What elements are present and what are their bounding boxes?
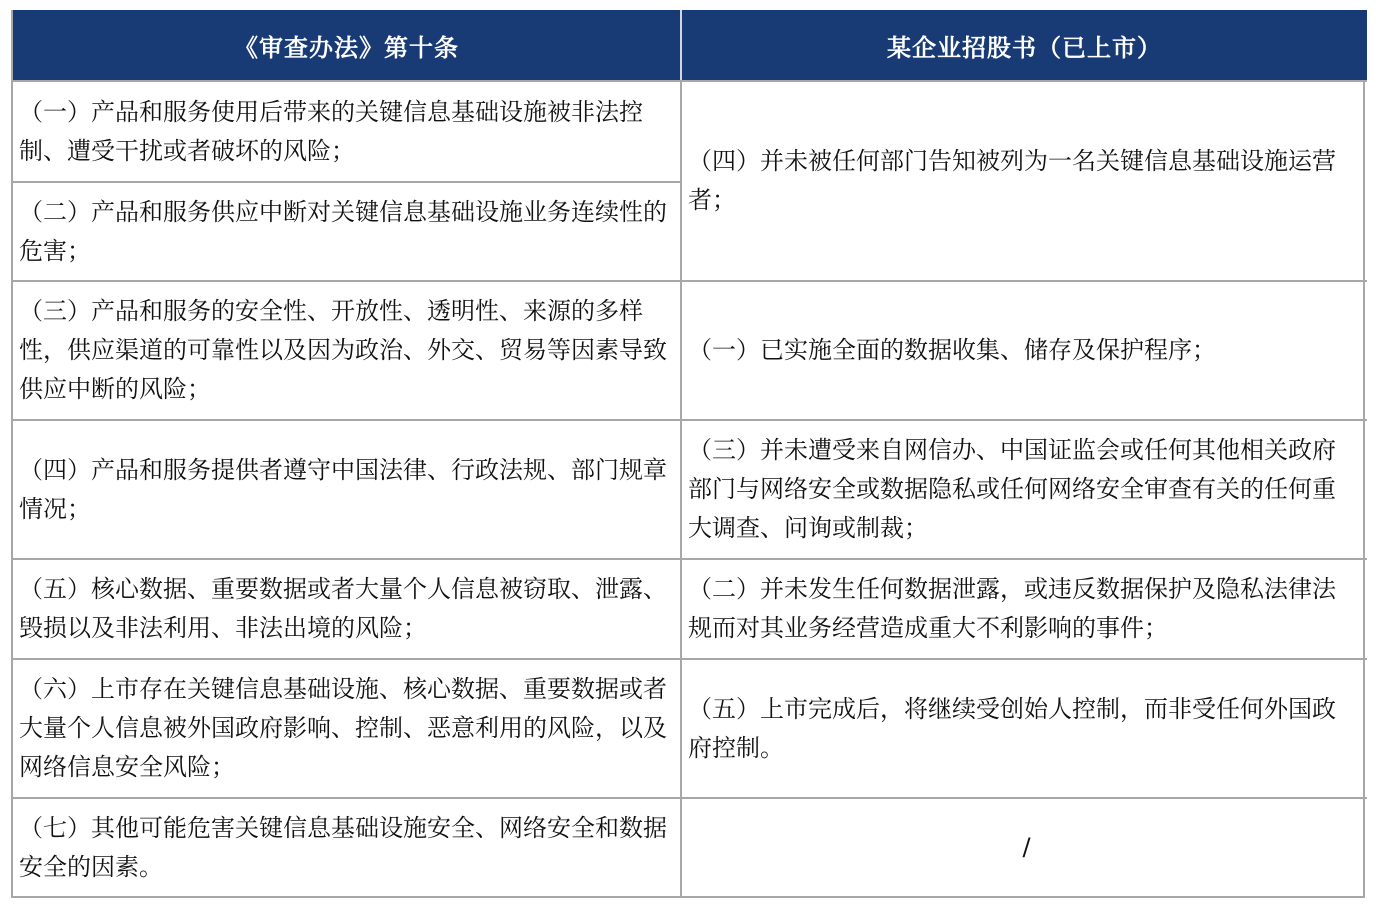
left-cell-text: （一）产品和服务使用后带来的关键信息基础设施被非法控制、遭受干扰或者破坏的风险；	[19, 97, 643, 165]
left-cell-4	[13, 419, 682, 558]
header-right	[682, 10, 1367, 80]
header-left-label: 《审查办法》第十条	[234, 33, 459, 62]
comparison-table	[11, 10, 1365, 898]
right-cell-6	[682, 797, 1367, 896]
right-cell-text: （四）并未被任何部门告知被列为一名关键信息基础设施运营者；	[688, 147, 1336, 214]
right-cell-3	[682, 419, 1367, 558]
left-cell-6	[13, 658, 682, 797]
left-cell-text: （三）产品和服务的安全性、开放性、透明性、来源的多样性，供应渠道的可靠性以及因为政治、外交、贸易等因素导致供应中断的风险；	[19, 297, 667, 403]
left-cell-text: （二）产品和服务供应中断对关键信息基础设施业务连续性的危害；	[19, 197, 667, 265]
left-cell-text: （七）其他可能危害关键信息基础设施安全、网络安全和数据安全的因素。	[19, 813, 667, 881]
right-cell-text: /	[1022, 833, 1031, 861]
right-cell-text: （五）上市完成后，将继续受创始人控制，而非受任何外国政府控制。	[688, 694, 1336, 762]
left-cell-2	[13, 181, 682, 280]
left-cell-text: （五）核心数据、重要数据或者大量个人信息被窃取、泄露、毁损以及非法利用、非法出境的风险；	[19, 575, 667, 642]
header-left	[13, 10, 682, 80]
left-cell-7	[13, 797, 682, 896]
left-cell-3	[13, 280, 682, 419]
left-cell-text: （四）产品和服务提供者遵守中国法律、行政法规、部门规章情况；	[19, 455, 667, 523]
right-cell-text: （二）并未发生任何数据泄露，或违反数据保护及隐私法律法规而对其业务经营造成重大不利影响的事件；	[688, 575, 1336, 642]
left-cell-5	[13, 558, 682, 658]
header-right-label: 某企业招股书（已上市）	[887, 33, 1162, 62]
right-cell-5	[682, 658, 1367, 797]
right-cell-1	[682, 80, 1367, 280]
left-cell-1	[13, 80, 682, 181]
left-cell-text: （六）上市存在关键信息基础设施、核心数据、重要数据或者大量个人信息被外国政府影响、控制、恶意利用的风险，以及网络信息安全风险；	[19, 675, 667, 781]
right-cell-text: （三）并未遭受来自网信办、中国证监会或任何其他相关政府部门与网络安全或数据隐私或任何网络安全审查有关的任何重大调查、问询或制裁；	[688, 436, 1336, 542]
right-cell-2	[682, 280, 1367, 419]
right-cell-text: （一）已实施全面的数据收集、储存及保护程序；	[688, 336, 1216, 364]
right-cell-4	[682, 558, 1367, 658]
